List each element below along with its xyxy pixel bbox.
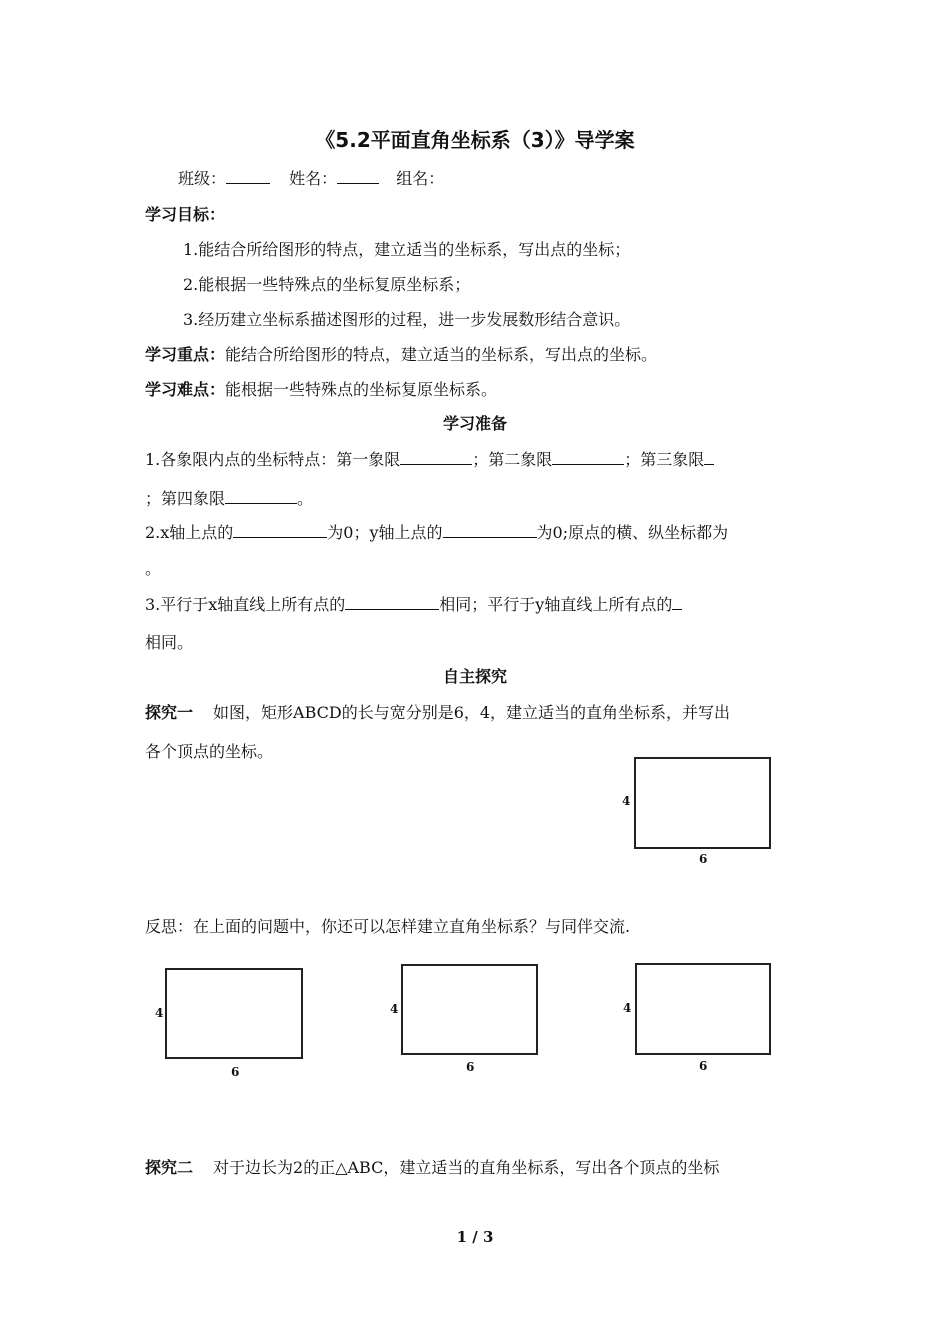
height-label: 4 bbox=[155, 1006, 164, 1020]
q1-blank-2[interactable] bbox=[552, 450, 624, 465]
q2-blank-1[interactable] bbox=[233, 523, 327, 538]
q1-blank-1[interactable] bbox=[400, 450, 472, 465]
q2-text-b: 为0；y轴上点的 bbox=[327, 523, 443, 542]
inquiry-two-label: 探究二 bbox=[145, 1158, 194, 1177]
reflection-text: 反思：在上面的问题中，你还可以怎样建立直角坐标系？与同伴交流. bbox=[145, 917, 631, 936]
width-label: 6 bbox=[466, 1060, 475, 1074]
difficulty-text: 能根据一些特殊点的坐标复原坐标系。 bbox=[225, 380, 498, 399]
key-point-label: 学习重点： bbox=[145, 345, 226, 364]
height-label: 4 bbox=[390, 1002, 399, 1016]
inquiry-heading: 自主探究 bbox=[442, 667, 507, 686]
prep-question-1-cont bbox=[145, 486, 313, 509]
inquiry-two bbox=[145, 1155, 719, 1178]
q1-text-c: ；第三象限 bbox=[624, 450, 705, 469]
name-label: 姓名： bbox=[289, 169, 338, 188]
width-label: 6 bbox=[231, 1065, 240, 1079]
prep-question-1 bbox=[145, 447, 714, 470]
q2-blank-2[interactable] bbox=[443, 523, 537, 538]
inquiry-one bbox=[145, 700, 730, 723]
rectangle-figure bbox=[165, 968, 303, 1059]
class-blank[interactable] bbox=[226, 169, 270, 184]
prep-question-3-cont: 相同。 bbox=[145, 633, 194, 652]
class-info-line bbox=[178, 166, 444, 189]
q3-text-b: 相同；平行于y轴直线上所有点的 bbox=[439, 595, 673, 614]
inquiry-one-text: 如图，矩形ABCD的长与宽分别是6，4，建立适当的直角坐标系，并写出 bbox=[213, 703, 731, 722]
objectives-heading: 学习目标： bbox=[145, 205, 226, 224]
height-label: 4 bbox=[622, 794, 631, 808]
q2-text-a: 2.x轴上点的 bbox=[145, 523, 234, 542]
width-label: 6 bbox=[699, 852, 708, 866]
height-label: 4 bbox=[623, 1001, 632, 1015]
objective-item: 3.经历建立坐标系描述图形的过程，进一步发展数形结合意识。 bbox=[183, 310, 631, 329]
q1-text-b: ；第二象限 bbox=[472, 450, 553, 469]
q1-text-a: 1.各象限内点的坐标特点：第一象限 bbox=[145, 450, 401, 469]
prep-question-2-cont: 。 bbox=[145, 559, 162, 578]
q2-text-c: 为0;原点的横、纵坐标都为 bbox=[536, 523, 729, 542]
difficulty bbox=[145, 377, 497, 400]
inquiry-two-text: 对于边长为2的正△ABC，建立适当的直角坐标系，写出各个顶点的坐标 bbox=[213, 1158, 720, 1177]
objective-item: 1.能结合所给图形的特点，建立适当的坐标系，写出点的坐标； bbox=[183, 240, 631, 259]
preparation-heading: 学习准备 bbox=[442, 414, 507, 433]
name-blank[interactable] bbox=[337, 169, 379, 184]
rectangle-figure bbox=[635, 963, 771, 1055]
q3-text-a: 3.平行于x轴直线上所有点的 bbox=[145, 595, 346, 614]
class-label: 班级： bbox=[178, 169, 227, 188]
width-label: 6 bbox=[699, 1059, 708, 1073]
rectangle-figure bbox=[401, 964, 538, 1055]
q1-text-e: 。 bbox=[297, 489, 314, 508]
prep-question-3 bbox=[145, 592, 682, 615]
page-title: 《5.2平面直角坐标系（3）》导学案 bbox=[315, 128, 635, 152]
prep-question-2 bbox=[145, 520, 728, 543]
q1-blank-4[interactable] bbox=[225, 489, 297, 504]
key-point bbox=[145, 342, 657, 365]
q1-blank-3[interactable] bbox=[704, 450, 714, 465]
group-label: 组名： bbox=[396, 169, 445, 188]
q3-blank-2[interactable] bbox=[672, 595, 682, 610]
inquiry-one-label: 探究一 bbox=[145, 703, 194, 722]
key-point-text: 能结合所给图形的特点，建立适当的坐标系，写出点的坐标。 bbox=[225, 345, 658, 364]
objective-item: 2.能根据一些特殊点的坐标复原坐标系； bbox=[183, 275, 471, 294]
q3-blank-1[interactable] bbox=[345, 595, 439, 610]
difficulty-label: 学习难点： bbox=[145, 380, 226, 399]
rectangle-figure bbox=[634, 757, 771, 849]
q1-text-d: ；第四象限 bbox=[145, 489, 226, 508]
inquiry-one-cont: 各个顶点的坐标。 bbox=[145, 742, 274, 761]
page-number: 1 / 3 bbox=[456, 1228, 494, 1246]
